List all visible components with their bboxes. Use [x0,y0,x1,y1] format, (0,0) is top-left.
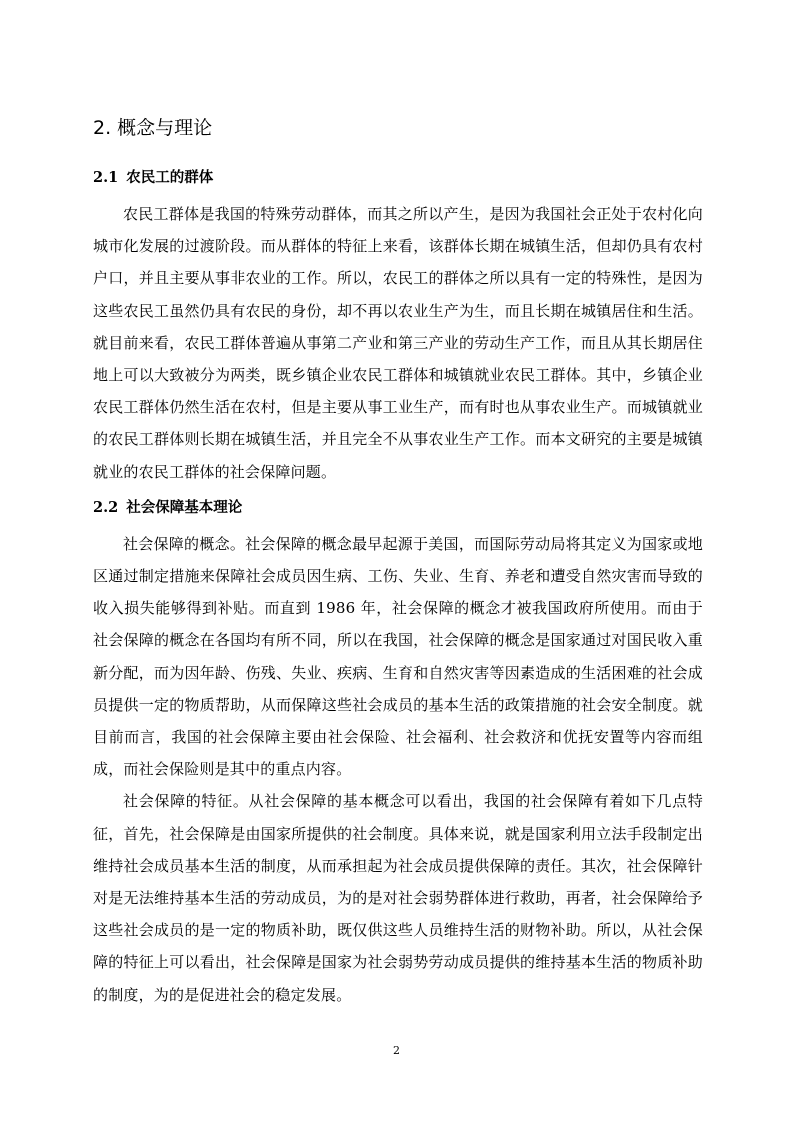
section-heading-2-1 [93,162,703,194]
section-heading-2-2 [93,492,703,524]
section-number: 2.2 [93,498,119,516]
section-number: 2.1 [93,169,119,186]
paragraph: 农民工群体是我国的特殊劳动群体，而其之所以产生，是因为我国社会正处于农村化向城市化发展的过渡阶段。而从群体的特征上来看，该群体长期在城镇生活，但却仍具有农村户口，并且主要从事非农业的工作。所以，农民工的群体之所以具有一定的特殊性，是因为这些农民工虽然仍具有农民的身份，却不再以农业生产为生，而且长期在城镇居住和生活。就目前来看，农民工群体普遍从事第二产业和第三产业的劳动生产工作，而且从其长期居住地上可以大致被分为两类，既乡镇企业农民工群体和城镇就业农民工群体。其中，乡镇企业农民工群体仍然生活在农村，但是主要从事工业生产，而有时也从事农业生产。而城镇就业的农民工群体则长期在城镇生活，并且完全不从事农业生产工作。而本文研究的主要是城镇就业的农民工群体的社会保障问题。 [93,205,703,481]
chapter-title: 2. 概念与理论 [93,117,213,139]
paragraph: 社会保障的特征。从社会保障的基本概念可以看出，我国的社会保障有着如下几点特征，首先，社会保障是由国家所提供的社会制度。具体来说，就是国家利用立法手段制定出维持社会成员基本生活的制度，从而承担起为社会成员提供保障的责任。其次，社会保障针对是无法维持基本生活的劳动成员，为的是对社会弱势群体进行救助，再者，社会保障给予这些社会成员的是一定的物质补助，既仅供这些人员维持生活的财物补助。所以，从社会保障的特征上可以看出，社会保障是国家为社会弱势劳动成员提供的维持基本生活的物质补助的制度，为的是促进社会的稳定发展。 [93,792,703,1004]
section-title: 农民工的群体 [126,170,214,186]
page-number: 2 [393,1044,400,1057]
paragraph: 社会保障的概念。社会保障的概念最早起源于美国，而国际劳动局将其定义为国家或地区通过制定措施来保障社会成员因生病、工伤、失业、生育、养老和遭受自然灾害而导致的收入损失能够得到补贴。而直到 1986 年，社会保障的概念才被我国政府所使用。而由于社会保障的概念在各国均有所不同，所以在我国，社会保障的概念是国家通过对国民收入重新分配，而为因年龄、伤残、失业、疾病、生育和自然灾害等因素造成的生活困难的社会成员提供一定的物质帮助，从而保障这些社会成员的基本生活的政策措施的社会安全制度。就目前而言，我国的社会保障主要由社会保险、社会福利、社会救济和优抚安置等内容而组成，而社会保险则是其中的重点内容。 [93,534,703,779]
section-title: 社会保障基本理论 [126,499,243,516]
page-content [93,112,703,1011]
